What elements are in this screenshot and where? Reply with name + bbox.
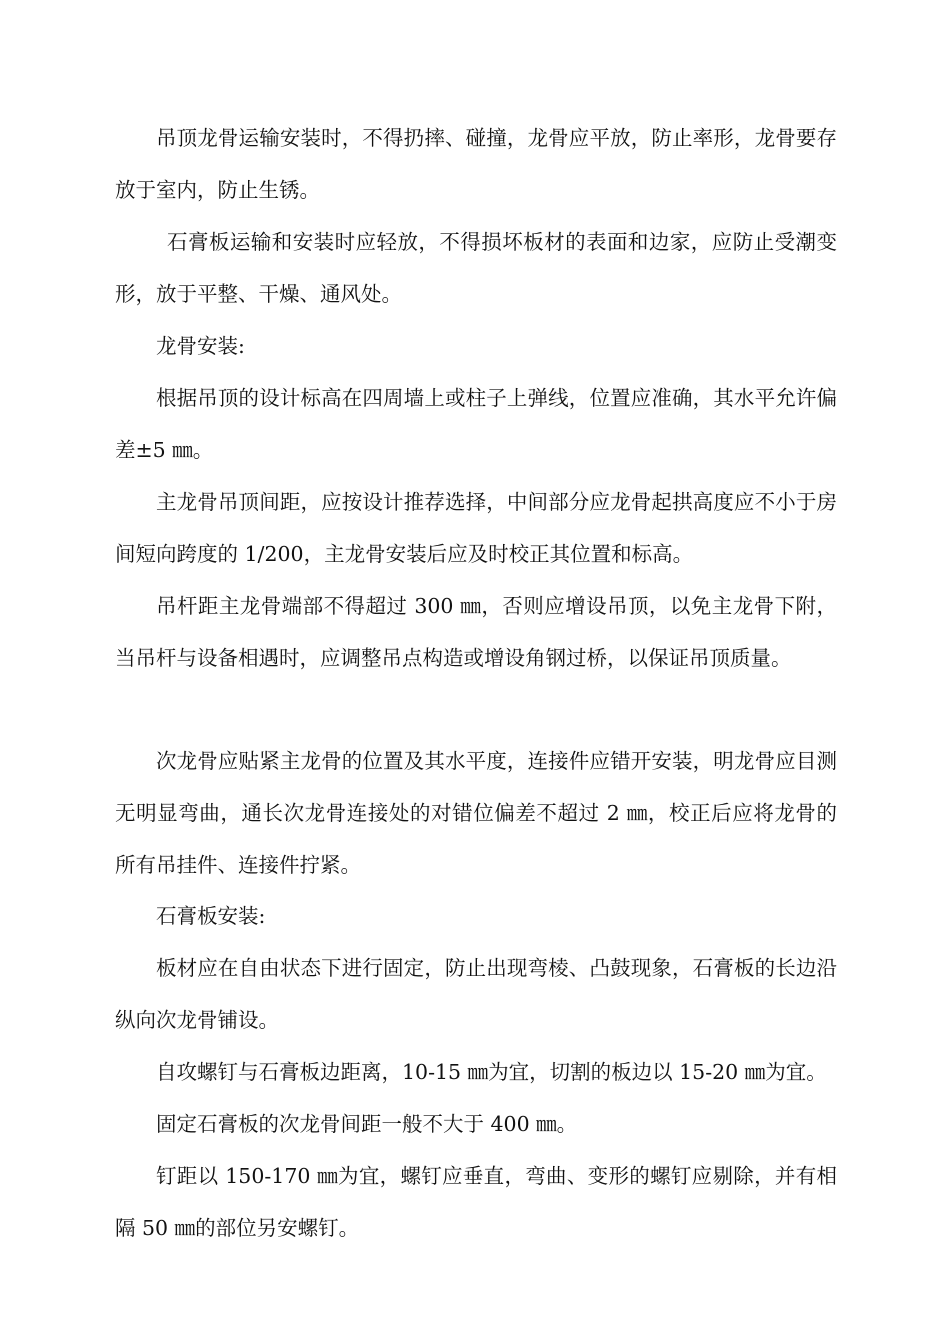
paragraph-elevation-line: 根据吊顶的设计标高在四周墙上或柱子上弹线，位置应准确，其水平允许偏差±5 ㎜。: [115, 386, 837, 462]
paragraph-main-keel-spacing: 主龙骨吊顶间距，应按设计推荐选择，中间部分应龙骨起拱高度应不小于房间短向跨度的 1/200，主龙骨安装后应及时校正其位置和标高。: [115, 490, 837, 566]
paragraph-nail-spacing: 钉距以 150-170 ㎜为宜，螺钉应垂直，弯曲、变形的螺钉应剔除，并有相隔 50 ㎜的部位另安螺钉。: [115, 1164, 837, 1240]
paragraph-keel-transport: 吊顶龙骨运输安装时，不得扔摔、碰撞，龙骨应平放，防止率形，龙骨要存放于室内，防止生锈。: [115, 126, 837, 202]
paragraph-screw-edge-distance: 自攻螺钉与石膏板边距离，10-15 ㎜为宜，切割的板边以 15-20 ㎜为宜。: [156, 1060, 827, 1084]
paragraph-secondary-keel: 次龙骨应贴紧主龙骨的位置及其水平度，连接件应错开安装，明龙骨应目测无明显弯曲，通长次龙骨连接处的对错位偏差不超过 2 ㎜，校正后应将龙骨的所有吊挂件、连接件拧紧。: [115, 749, 837, 877]
paragraph-keel-spacing-limit: 固定石膏板的次龙骨间距一般不大于 400 ㎜。: [156, 1112, 578, 1136]
section-heading-keel-installation: 龙骨安装:: [156, 334, 245, 358]
paragraph-hanger-rod: 吊杆距主龙骨端部不得超过 300 ㎜，否则应增设吊顶，以免主龙骨下附，当吊杆与设备相遇时，应调整吊点构造或增设角钢过桥，以保证吊顶质量。: [115, 594, 837, 670]
paragraph-board-fixing: 板材应在自由状态下进行固定，防止出现弯棱、凸鼓现象，石膏板的长边沿纵向次龙骨铺设。: [115, 956, 837, 1032]
paragraph-gypsum-transport: 石膏板运输和安装时应轻放，不得损坏板材的表面和边家，应防止受潮变形，放于平整、干燥、通风处。: [115, 230, 837, 306]
section-heading-gypsum-installation: 石膏板安装:: [156, 904, 266, 928]
